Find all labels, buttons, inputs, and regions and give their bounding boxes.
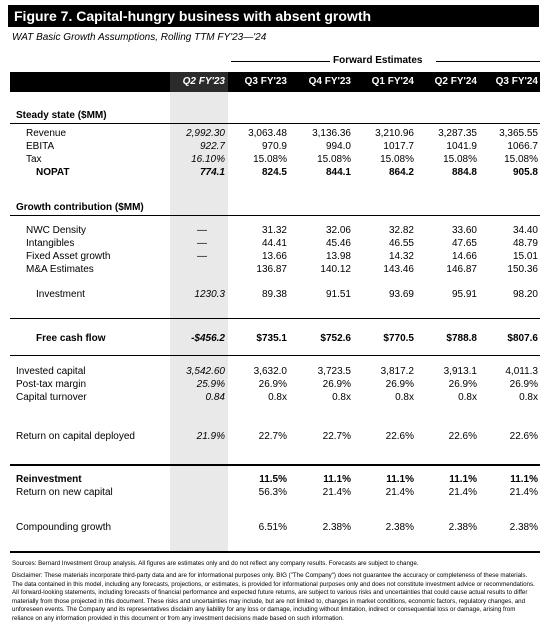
cell: 11.1% (323, 474, 351, 485)
cell: 91.51 (325, 289, 351, 300)
cell: 21.4% (322, 487, 351, 498)
cell: $752.6 (320, 333, 351, 344)
cell: 1041.9 (446, 141, 477, 152)
divider (10, 123, 540, 124)
cell: 2,992.30 (186, 128, 225, 139)
cell: 2.38% (385, 522, 414, 533)
cell: 95.91 (451, 289, 477, 300)
cell: 1230.3 (194, 289, 225, 300)
cell: 3,913.1 (443, 366, 477, 377)
cell: 34.40 (512, 225, 538, 236)
cell: 11.5% (259, 474, 287, 485)
cell: -$456.2 (191, 333, 225, 344)
cell: — (197, 225, 207, 236)
cell: 3,542.60 (186, 366, 225, 377)
row-label-return-on-new-capital: Return on new capital (16, 487, 113, 498)
row-label-tax: Tax (26, 154, 42, 165)
cell: 13.66 (261, 251, 287, 262)
cell: 44.41 (261, 238, 287, 249)
cell: 26.9% (258, 379, 287, 390)
cell: 32.82 (388, 225, 414, 236)
cell: 33.60 (451, 225, 477, 236)
cell: 146.87 (446, 264, 477, 275)
cell: 22.7% (322, 431, 351, 442)
cell: 3,723.5 (317, 366, 351, 377)
cell: 13.98 (325, 251, 351, 262)
cell: 3,136.36 (312, 128, 351, 139)
cell: 15.01 (512, 251, 538, 262)
col-header-q2fy24: Q2 FY'24 (434, 76, 477, 87)
divider (10, 355, 540, 356)
cell: 3,287.35 (438, 128, 477, 139)
row-label-nopat: NOPAT (36, 167, 70, 178)
cell: 21.4% (385, 487, 414, 498)
cell: 46.55 (388, 238, 414, 249)
cell: 6.51% (258, 522, 287, 533)
cell: 774.1 (199, 167, 225, 178)
cell: 11.1% (449, 474, 477, 485)
row-label-reinvestment: Reinvestment (16, 474, 82, 485)
cell: 25.9% (196, 379, 225, 390)
cell: 905.8 (512, 167, 538, 178)
cell: 0.8x (395, 392, 414, 403)
cell: 31.32 (261, 225, 287, 236)
cell: 3,210.96 (375, 128, 414, 139)
cell: 3,063.48 (248, 128, 287, 139)
cell: $807.6 (507, 333, 538, 344)
cell: 11.1% (386, 474, 414, 485)
divider (10, 318, 540, 319)
cell: 3,817.2 (380, 366, 414, 377)
cell: 26.9% (509, 379, 538, 390)
col-header-q1fy24: Q1 FY'24 (371, 76, 414, 87)
figure-title: Figure 7. Capital-hungry business with absent growth (8, 5, 539, 27)
cell: 4,011.3 (505, 366, 538, 377)
row-label-return-on-capital-deployed: Return on capital deployed (16, 431, 135, 442)
cell: 3,632.0 (253, 366, 287, 377)
cell: $770.5 (383, 333, 414, 344)
forward-line-right (436, 61, 540, 62)
cell: 48.79 (512, 238, 538, 249)
cell: 140.12 (320, 264, 351, 275)
row-label-capital-turnover: Capital turnover (16, 392, 87, 403)
cell: 844.1 (325, 167, 351, 178)
cell: 93.69 (388, 289, 414, 300)
cell: 136.87 (256, 264, 287, 275)
cell: 11.1% (510, 474, 538, 485)
row-label-nwc-density: NWC Density (26, 225, 87, 236)
cell: 0.8x (458, 392, 477, 403)
cell: — (197, 238, 207, 249)
cell: 21.4% (448, 487, 477, 498)
row-label-fixed-asset-growth: Fixed Asset growth (26, 251, 111, 262)
row-label-intangibles: Intangibles (26, 238, 75, 249)
cell: 26.9% (448, 379, 477, 390)
cell: 0.8x (519, 392, 538, 403)
cell: 14.66 (451, 251, 477, 262)
cell: 0.84 (205, 392, 225, 403)
cell: $735.1 (256, 333, 287, 344)
row-label-ebita: EBITA (26, 141, 55, 152)
cell: 150.36 (507, 264, 538, 275)
cell: 21.9% (196, 431, 225, 442)
figure-subtitle: WAT Basic Growth Assumptions, Rolling TTM FY'23—'24 (12, 32, 267, 43)
cell: 89.38 (261, 289, 287, 300)
cell: 26.9% (322, 379, 351, 390)
row-label-invested-capital: Invested capital (16, 366, 86, 377)
cell: 22.7% (258, 431, 287, 442)
cell: 98.20 (512, 289, 538, 300)
col-header-q4fy23: Q4 FY'23 (308, 76, 351, 87)
col-header-q3fy24: Q3 FY'24 (495, 76, 538, 87)
forward-line-left (231, 61, 330, 62)
row-label-ma-estimates: M&A Estimates (26, 264, 94, 275)
cell: 14.32 (388, 251, 414, 262)
cell: 15.08% (253, 154, 287, 165)
cell: 15.08% (504, 154, 538, 165)
cell: 16.10% (191, 154, 225, 165)
row-label-free-cash-flow: Free cash flow (36, 333, 106, 344)
section-growth-contribution: Growth contribution ($MM) (16, 202, 144, 213)
sources-note: Sources: Bernard Investment Group analysis. All figures are estimates only and do not reflect any company results. Forecasts are subject to change. (12, 560, 419, 567)
cell: 2.38% (448, 522, 477, 533)
col-header-q3fy23: Q3 FY'23 (244, 76, 287, 87)
cell: 15.08% (317, 154, 351, 165)
divider (10, 215, 540, 216)
row-label-investment: Investment (36, 289, 85, 300)
cell: 22.6% (385, 431, 414, 442)
divider (10, 464, 540, 466)
cell: 32.06 (325, 225, 351, 236)
cell: 0.8x (332, 392, 351, 403)
cell: $788.8 (446, 333, 477, 344)
cell: 1066.7 (507, 141, 538, 152)
row-label-revenue: Revenue (26, 128, 67, 139)
cell: 1017.7 (383, 141, 414, 152)
col-header-q2fy23: Q2 FY'23 (182, 76, 225, 87)
cell: 864.2 (388, 167, 414, 178)
cell: 824.5 (261, 167, 287, 178)
divider (10, 551, 540, 553)
cell: 2.38% (322, 522, 351, 533)
cell: 922.7 (199, 141, 225, 152)
forward-estimates-label: Forward Estimates (333, 55, 423, 66)
cell: 15.08% (380, 154, 414, 165)
cell: 143.46 (383, 264, 414, 275)
row-label-compounding-growth: Compounding growth (16, 522, 112, 533)
cell: 22.6% (509, 431, 538, 442)
cell: 0.8x (268, 392, 287, 403)
cell: 884.8 (451, 167, 477, 178)
cell: 22.6% (448, 431, 477, 442)
cell: 26.9% (385, 379, 414, 390)
cell: 15.08% (443, 154, 477, 165)
cell: 21.4% (509, 487, 538, 498)
cell: — (197, 251, 207, 262)
cell: 45.46 (325, 238, 351, 249)
cell: 47.65 (451, 238, 477, 249)
cell: 2.38% (509, 522, 538, 533)
cell: 3,365.55 (499, 128, 538, 139)
cell: 970.9 (261, 141, 287, 152)
cell: 994.0 (325, 141, 351, 152)
cell: 56.3% (258, 487, 287, 498)
row-label-post-tax-margin: Post-tax margin (16, 379, 87, 390)
disclaimer-note: Disclaimer: These materials incorporate third-party data and are for informational purposes only. BIG ("The Company") does not guarantee the accuracy or completeness of these materials. The data contained in this model, including any forecasts, projections, or estimates, is provided for informational purposes only and does not constitute investment advice or recommendations. All forward-looking statements, including forecasts of financial performance and expected future returns, are subject to various risks and uncertainties that could cause actual results to differ materially from those projected in this document. These risks and uncertainties may include, but are not limited to, changes in market conditions, economic factors, regulatory changes, and unforeseen events. The Company and its representatives disclaim any liability for any loss or damage, including without limitation, indirect or consequential loss or damage, arising from reliance on any information provided in this document or from any investment decisions made based on such information. (12, 572, 535, 622)
section-steady-state: Steady state ($MM) (16, 110, 107, 121)
